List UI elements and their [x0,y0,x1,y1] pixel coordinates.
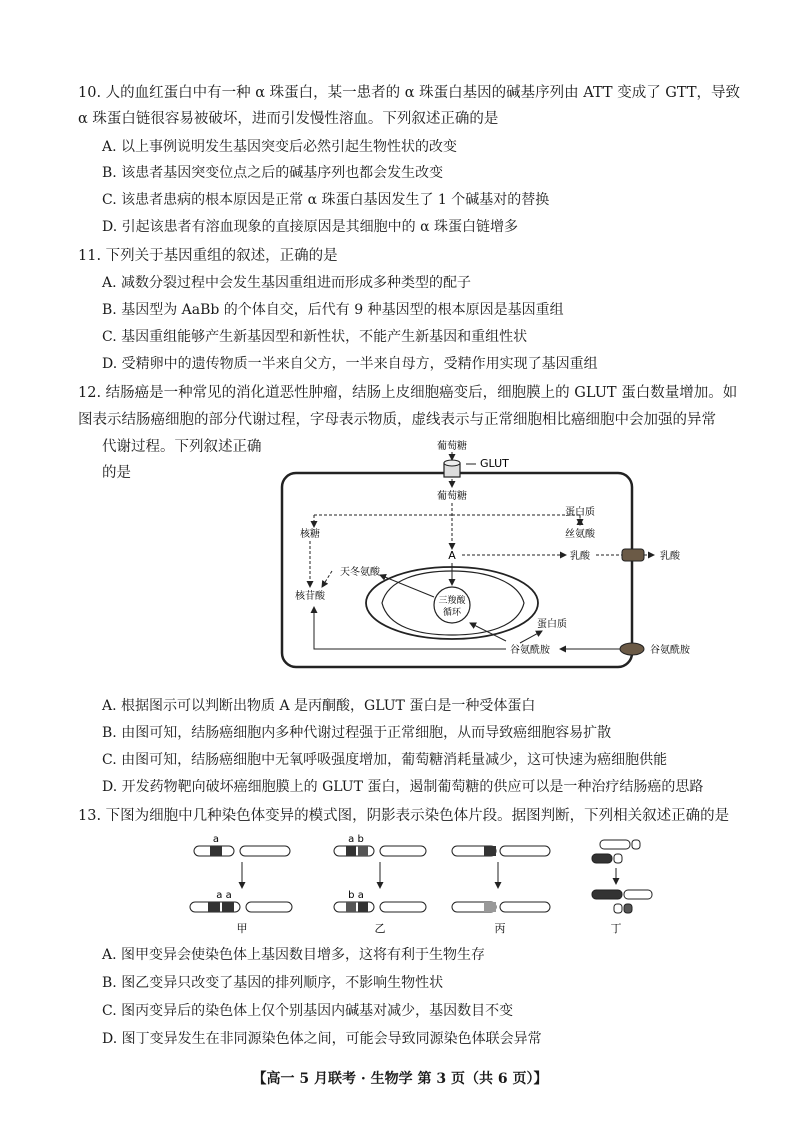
q12-option-d: D. 开发药物靶向破坏癌细胞膜上的 GLUT 蛋白，遏制葡萄糖的供应可以是一种治疗结肠癌的思路 [102,779,704,795]
cell-membrane [282,473,632,667]
protein-1-label: 蛋白质 [565,507,595,518]
yi-top-genes: a b [348,834,364,845]
q10-option-d: D. 引起该患者有溶血现象的直接原因是其细胞中的 α 珠蛋白链增多 [102,219,518,235]
q10-option-a: A. 以上事例说明发生基因突变后必然引起生物性状的改变 [102,139,458,155]
page-footer: 【高一 5 月联考 · 生物学 第 3 页（共 6 页）】 [252,1071,548,1087]
q13-option-a: A. 图甲变异会使染色体上基因数目增多，这将有利于生物生存 [102,947,486,963]
chromosome-yi [334,834,426,935]
q12-option-c: C. 由图可知，结肠癌细胞中无氧呼吸强度增加，葡萄糖消耗量减少，这可快速为癌细胞供能 [102,752,668,768]
serine-label: 丝氨酸 [565,529,595,540]
yi-bottom-genes: b a [348,890,364,901]
tca-label-1: 三羧酸 [438,596,466,606]
q10-stem-line2: α 珠蛋白链很容易被破坏，进而引发慢性溶血。下列叙述正确的是 [78,111,499,127]
q12-option-b: B. 由图可知，结肠癌细胞内多种代谢过程强于正常细胞，从而导致癌细胞容易扩散 [102,725,612,741]
lactate-inside-label: 乳酸 [570,551,590,562]
chromosome-variation-figure [180,832,670,938]
q11-option-c: C. 基因重组能够产生新基因型和新性状，不能产生新基因和重组性状 [102,329,528,345]
lactate-outside-label: 乳酸 [660,551,680,562]
q10-stem-line1: 10. 人的血红蛋白中有一种 α 珠蛋白，某一患者的 α 珠蛋白基因的碱基序列由 ATT 变成了 GTT，导致 [78,85,740,101]
jia-bottom-genes: a a [216,890,232,901]
glutamine-outside-label: 谷氨酰胺 [650,645,690,656]
tca-label-2: 循环 [442,608,462,618]
chromosome-ding [592,840,652,935]
q11-stem: 11. 下列关于基因重组的叙述，正确的是 [78,248,338,264]
q13-stem: 13. 下图为细胞中几种染色体变异的模式图，阴影表示染色体片段。据图判断，下列相关叙述正确的是 [78,808,730,824]
q11-option-d: D. 受精卵中的遗传物质一半来自父方，一半来自母方，受精作用实现了基因重组 [102,356,598,372]
q13-option-d: D. 图丁变异发生在非同源染色体之间，可能会导致同源染色体联会异常 [102,1031,542,1047]
q13-option-b: B. 图乙变异只改变了基因的排列顺序，不影响生物性状 [102,975,444,991]
q10-option-c: C. 该患者患病的根本原因是正常 α 珠蛋白基因发生了 1 个碱基对的替换 [102,192,550,208]
q10-option-b: B. 该患者基因突变位点之后的碱基序列也都会发生改变 [102,165,444,181]
glucose-outside-label: 葡萄糖 [437,441,467,452]
jia-top-gene: a [212,834,220,845]
label-jia: 甲 [236,922,248,935]
label-yi: 乙 [374,922,386,935]
glucose-inside-label: 葡萄糖 [437,491,467,502]
glutamine-transporter-icon [620,643,644,655]
glut-label: GLUT [480,457,509,470]
protein-2-label: 蛋白质 [537,619,567,630]
aspartate-label: 天冬氨酸 [340,567,380,578]
chromosome-jia [190,834,292,935]
nucleotide-label: 核苷酸 [295,591,325,602]
label-ding: 丁 [610,922,622,935]
glutamine-inside-label: 谷氨酰胺 [510,645,550,656]
q13-option-c: C. 图丙变异后的染色体上仅个别基因内碱基对减少，基因数目不变 [102,1003,514,1019]
colon-cancer-metabolism-diagram [270,437,690,685]
chromosome-bing [452,846,550,935]
glut-top-icon [444,460,460,466]
q12-stem-line1: 12. 结肠癌是一种常见的消化道恶性肿瘤，结肠上皮细胞癌变后，细胞膜上的 GLUT 蛋白数量增加。如 [78,385,738,401]
label-bing: 丙 [494,922,506,935]
ribose-label: 核糖 [300,529,320,540]
q12-stem-line3: 代谢过程。下列叙述正确的是 [102,439,262,481]
q12-option-a: A. 根据图示可以判断出物质 A 是丙酮酸，GLUT 蛋白是一种受体蛋白 [102,698,536,714]
q11-option-b: B. 基因型为 AaBb 的个体自交，后代有 9 种基因型的根本原因是基因重组 [102,302,564,318]
q11-option-a: A. 减数分裂过程中会发生基因重组进而形成多种类型的配子 [102,275,472,291]
q12-stem-line2: 图表示结肠癌细胞的部分代谢过程，字母表示物质，虚线表示与正常细胞相比癌细胞中会加强的异常 [78,412,716,428]
lactate-transporter-icon [622,549,644,561]
substance-a-label: A [448,549,456,562]
